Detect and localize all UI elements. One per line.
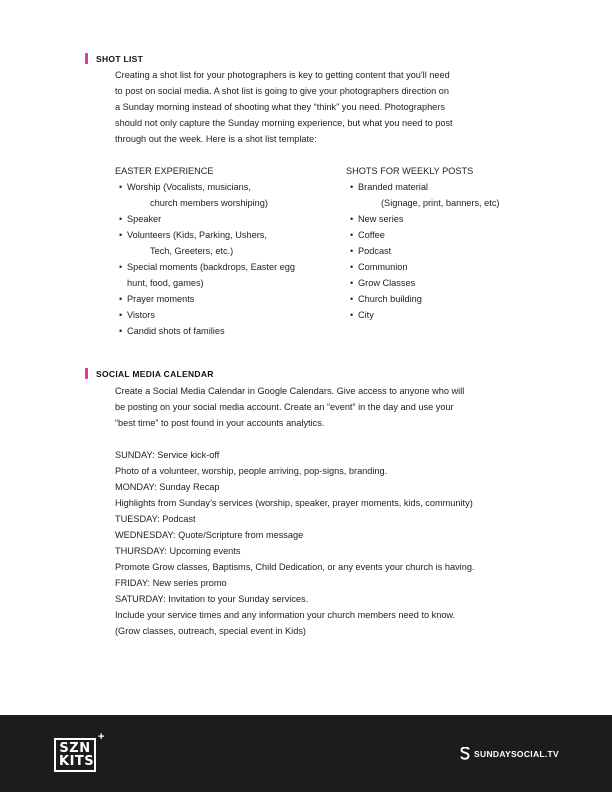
- logo-line: SZN: [59, 741, 91, 756]
- list-item: • Grow Classes: [346, 275, 546, 291]
- list-item: • City: [346, 307, 546, 323]
- szn-kits-logo: [54, 731, 105, 770]
- list-item: • New series: [346, 211, 546, 227]
- intro-line: be posting on your social media account. Create an “event” in the day and use your: [115, 402, 454, 412]
- intro-line: Creating a shot list for your photographers is key to getting content that you'll need: [115, 70, 450, 80]
- intro-line: “best time” to post found in your accounts analytics.: [115, 418, 325, 428]
- list-item: • Candid shots of families: [115, 323, 340, 339]
- section-marker: [85, 53, 88, 64]
- schedule-line: Photo of a volunteer, worship, people arriving, pop-signs, branding.: [115, 466, 388, 476]
- list-item: • Podcast: [346, 243, 546, 259]
- schedule-line: FRIDAY: New series promo: [115, 578, 227, 588]
- calendar-header: [85, 368, 214, 379]
- list-item: • Special moments (backdrops, Easter egg hunt, food, games): [115, 259, 340, 291]
- weekly-heading: SHOTS FOR WEEKLY POSTS: [346, 166, 474, 176]
- list-item: • Speaker: [115, 211, 340, 227]
- calendar-schedule: [115, 447, 555, 639]
- site-url: SUNDAYSOCIAL.TV: [474, 748, 559, 759]
- shot-list-title: SHOT LIST: [96, 53, 144, 64]
- schedule-line: THURSDAY: Upcoming events: [115, 546, 241, 556]
- schedule-line: SATURDAY: Invitation to your Sunday services.: [115, 594, 309, 604]
- intro-line: to post on social media. A shot list is going to give your photographers direction on: [115, 86, 450, 96]
- logo-line: KITS: [59, 754, 95, 769]
- shot-list-header: [85, 53, 143, 64]
- intro-line: a Sunday morning instead of shooting what they “think” you need. Photographers: [115, 102, 445, 112]
- footer: [0, 715, 612, 792]
- list-item: • Volunteers (Kids, Parking, Ushers, Tech, Greeters, etc.): [115, 227, 340, 259]
- list-item: • Vistors: [115, 307, 340, 323]
- weekly-list: [346, 179, 546, 323]
- list-item: • Communion: [346, 259, 546, 275]
- schedule-line: (Grow classes, outreach, special event in Kids): [115, 626, 306, 636]
- section-marker: [85, 368, 88, 379]
- easter-experience-column: [115, 163, 340, 339]
- list-item: • Coffee: [346, 227, 546, 243]
- intro-line: Create a Social Media Calendar in Google Calendars. Give access to anyone who will: [115, 386, 465, 396]
- schedule-line: WEDNESDAY: Quote/Scripture from message: [115, 530, 304, 540]
- calendar-intro: [115, 383, 545, 431]
- sunday-social-icon: [460, 747, 470, 760]
- intro-line: should not only capture the Sunday morning experience, but what you need to post: [115, 118, 453, 128]
- schedule-line: Include your service times and any information your church members need to know.: [115, 610, 456, 620]
- schedule-line: SUNDAY: Service kick-off: [115, 450, 220, 460]
- shot-list-intro: [115, 67, 545, 147]
- list-item: • Prayer moments: [115, 291, 340, 307]
- schedule-line: TUESDAY: Podcast: [115, 514, 196, 524]
- schedule-line: MONDAY: Sunday Recap: [115, 482, 220, 492]
- intro-line: through out the week. Here is a shot list template:: [115, 134, 317, 144]
- list-item: • Church building: [346, 291, 546, 307]
- sunday-social-brand: [460, 747, 559, 760]
- calendar-title: SOCIAL MEDIA CALENDAR: [96, 368, 214, 379]
- easter-heading: EASTER EXPERIENCE: [115, 166, 214, 176]
- list-item: • Branded material (Signage, print, banners, etc): [346, 179, 546, 211]
- schedule-line: Promote Grow classes, Baptisms, Child Dedication, or any events your church is having.: [115, 562, 475, 572]
- weekly-posts-column: [346, 163, 546, 323]
- schedule-line: Highlights from Sunday’s services (worship, speaker, prayer moments, kids, community): [115, 498, 473, 508]
- list-item: • Worship (Vocalists, musicians, church members worshiping): [115, 179, 340, 211]
- easter-list: [115, 179, 340, 339]
- plus-icon: +: [98, 731, 105, 743]
